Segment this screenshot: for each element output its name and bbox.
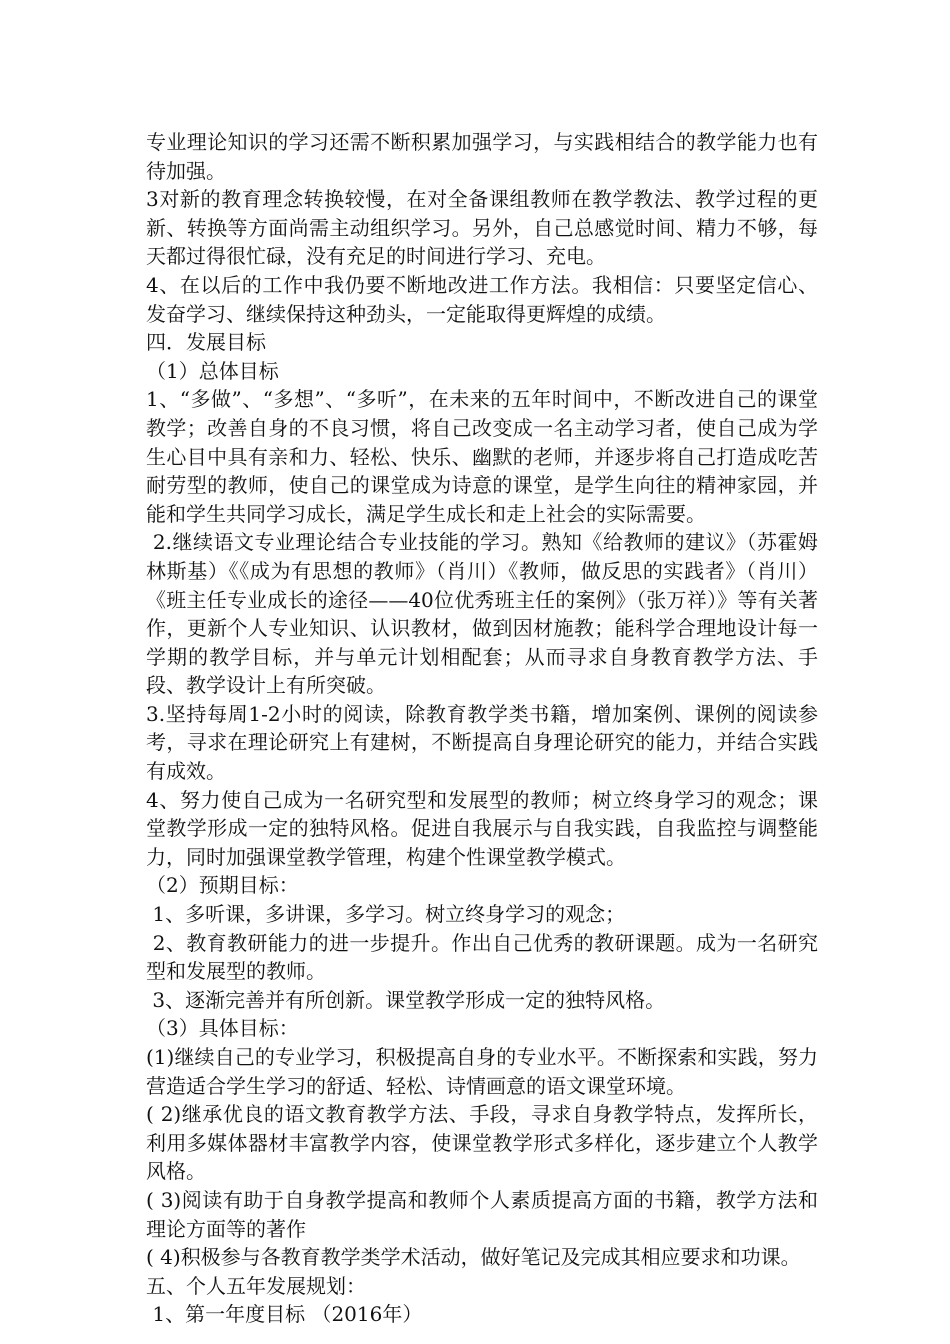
paragraph-item-4-improve-methods: 4、在以后的工作中我仍要不断地改进工作方法。我相信：只要坚定信心、发奋学习、继续保持这种劲头，一定能取得更辉煌的成绩。 — [146, 272, 818, 326]
paragraph-expected-goal-2: 2、教育教研能力的进一步提升。作出自己优秀的教研课题。成为一名研究型和发展型的教师。 — [146, 930, 818, 984]
subheading-expected-goal: （2）预期目标： — [146, 873, 299, 898]
paragraph-overall-goal-3: 3.坚持每周1-2小时的阅读，除教育教学类书籍，增加案例、课例的阅读参考，寻求在理论研究上有建树，不断提高自身理论研究的能力，并结合实践有成效。 — [146, 701, 818, 784]
paragraph-specific-goal-1: (1)继续自己的专业学习，积极提高自身的专业水平。不断探索和实践，努力营造适合学生学习的舒适、轻松、诗情画意的语文课堂环境。 — [146, 1045, 818, 1098]
paragraph-overall-goal-4: 4、努力使自己成为一名研究型和发展型的教师；树立终身学习的观念；课堂教学形成一定的独特风格。促进自我展示与自我实践，自我监控与调整能力，同时加强课堂教学管理，构建个性课堂教学模式。 — [146, 787, 818, 869]
paragraph-overall-goal-2: 2.继续语文专业理论结合专业技能的学习。熟知《给教师的建议》（苏霍姆林斯基）《《成为有思想的教师》（肖川）《教师，做反思的实践者》（肖川）《班主任专业成长的途径——40位优秀班主任的案例》（张万祥）》等有关著作，更新个人专业知识、认识教材，做到因材施教；能科学合理地设计每一学期的教学目标，并与单元计划相配套；从而寻求自身教育教学方法、手段、教学设计上有所突破。 — [146, 530, 818, 698]
paragraph-expected-goal-3: 3、逐渐完善并有所创新。课堂教学形成一定的独特风格。 — [146, 987, 666, 1012]
section-heading-development-goals: 四．发展目标 — [146, 330, 266, 355]
paragraph-overall-goal-1: 1、“多做”、“多想”、“多听”，在未来的五年时间中，不断改进自己的课堂教学；改善自身的不良习惯，将自己改变成一名主动学习者，使自己成为学生心目中具有亲和力、轻松、快乐、幽默的老师，并逐步将自己打造成吃苦耐劳型的教师，使自己的课堂成为诗意的课堂，是学生向往的精神家园，并能和学生共同学习成长，满足学生成长和走上社会的实际需要。 — [146, 387, 818, 526]
paragraph-first-year-goal: 1、第一年度目标 （2016年） — [146, 1302, 423, 1327]
paragraph-item-3-education-concept: 3对新的教育理念转换较慢，在对全备课组教师在教学教法、教学过程的更新、转换等方面尚需主动组织学习。另外，自己总感觉时间、精力不够，每天都过得很忙碌，没有充足的时间进行学习、充电。 — [146, 187, 818, 269]
subheading-overall-goal: （1）总体目标 — [146, 358, 279, 383]
subheading-specific-goal: （3）具体目标： — [146, 1016, 299, 1041]
paragraph-theory-study: 专业理论知识的学习还需不断积累加强学习，与实践相结合的教学能力也有待加强。 — [146, 130, 818, 183]
section-heading-five-year-plan: 五、个人五年发展规划： — [146, 1273, 366, 1298]
document-body — [146, 128, 818, 1329]
paragraph-specific-goal-2: ( 2)继承优良的语文教育教学方法、手段，寻求自身教学特点，发挥所长，利用多媒体器材丰富教学内容，使课堂教学形式多样化，逐步建立个人教学风格。 — [146, 1102, 818, 1184]
paragraph-specific-goal-4: ( 4)积极参与各教育教学类学术活动，做好笔记及完成其相应要求和功课。 — [146, 1245, 801, 1270]
paragraph-expected-goal-1: 1、多听课，多讲课，多学习。树立终身学习的观念； — [146, 902, 626, 927]
paragraph-specific-goal-3: ( 3)阅读有助于自身教学提高和教师个人素质提高方面的书籍，教学方法和理论方面等的著作 — [146, 1187, 818, 1241]
